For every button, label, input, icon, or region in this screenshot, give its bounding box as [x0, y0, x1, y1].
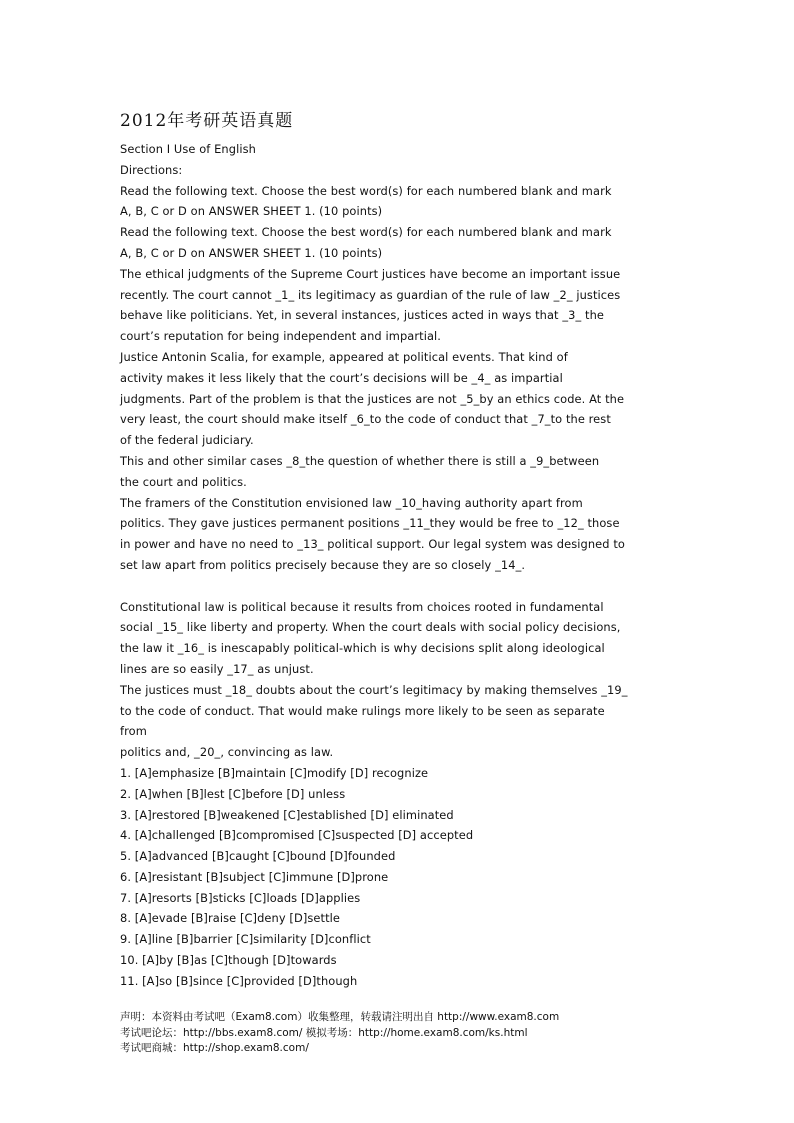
- document-title: 2012年考研英语真题: [120, 111, 294, 131]
- question-option-line: 9. [A]line [B]barrier [C]similarity [D]conflict: [120, 932, 371, 947]
- passage-line: set law apart from politics precisely because they are so closely _14_.: [120, 557, 526, 572]
- text-line: A, B, C or D on ANSWER SHEET 1. (10 points): [120, 245, 383, 260]
- passage-line: of the federal judiciary.: [120, 433, 254, 448]
- passage-line: lines are so easily _17_ as unjust.: [120, 661, 314, 676]
- question-option-line: 2. [A]when [B]lest [C]before [D] unless: [120, 786, 346, 801]
- passage-line: the law it _16_ is inescapably political-which is why decisions split along ideological: [120, 641, 605, 656]
- passage-line: the court and politics.: [120, 474, 247, 489]
- passage-line: Justice Antonin Scalia, for example, appeared at political events. That kind of: [120, 349, 568, 364]
- document-body: [120, 139, 680, 992]
- question-option-line: 10. [A]by [B]as [C]though [D]towards: [120, 953, 337, 968]
- passage-line: This and other similar cases _8_the question of whether there is still a _9_between: [120, 453, 600, 468]
- passage-line: to the code of conduct. That would make rulings more likely to be seen as separate: [120, 703, 605, 718]
- passage-line: The framers of the Constitution envisioned law _10_having authority apart from: [120, 495, 583, 510]
- passage-line: social _15_ like liberty and property. When the court deals with social policy decisions,: [120, 620, 621, 635]
- text-line: Read the following text. Choose the best word(s) for each numbered blank and mark: [120, 225, 612, 240]
- page-footer: [120, 1010, 559, 1057]
- section-heading: Section I Use of English: [120, 142, 256, 156]
- passage-line: recently. The court cannot _1_ its legitimacy as guardian of the rule of law _2_ justices: [120, 287, 621, 302]
- question-option-line: 7. [A]resorts [B]sticks [C]loads [D]applies: [120, 890, 361, 905]
- directions-label: Directions:: [120, 162, 183, 177]
- blank-line: [120, 576, 680, 597]
- passage-line: from: [120, 724, 147, 739]
- text-line: Read the following text. Choose the best word(s) for each numbered blank and mark: [120, 183, 612, 198]
- question-option-line: 8. [A]evade [B]raise [C]deny [D]settle: [120, 911, 341, 926]
- passage-line: activity makes it less likely that the court’s decisions will be _4_ as impartial: [120, 370, 563, 385]
- passage-line: very least, the court should make itself _6_to the code of conduct that _7_to the rest: [120, 412, 611, 427]
- passage-line: behave like politicians. Yet, in several instances, justices acted in ways that _3_ the: [120, 308, 604, 323]
- passage-line: politics. They gave justices permanent positions _11_they would be free to _12_ those: [120, 516, 620, 531]
- question-option-line: 5. [A]advanced [B]caught [C]bound [D]founded: [120, 849, 396, 864]
- footer-shop-link: 考试吧商城：http://shop.exam8.com/: [120, 1042, 309, 1054]
- question-option-line: 1. [A]emphasize [B]maintain [C]modify [D] recognize: [120, 765, 429, 780]
- question-option-line: 11. [A]so [B]since [C]provided [D]though: [120, 973, 358, 988]
- text-line: A, B, C or D on ANSWER SHEET 1. (10 points): [120, 204, 383, 219]
- question-option-line: 6. [A]resistant [B]subject [C]immune [D]prone: [120, 869, 389, 884]
- footer-forum-links: 考试吧论坛：http://bbs.exam8.com/ 模拟考场：http://home.exam8.com/ks.html: [120, 1026, 528, 1039]
- passage-line: The ethical judgments of the Supreme Court justices have become an important issue: [120, 266, 621, 281]
- passage-line: politics and, _20_, convincing as law.: [120, 745, 334, 760]
- question-option-line: 4. [A]challenged [B]compromised [C]suspected [D] accepted: [120, 828, 474, 843]
- passage-line: Constitutional law is political because it results from choices rooted in fundamental: [120, 599, 604, 614]
- passage-line: in power and have no need to _13_ political support. Our legal system was designed to: [120, 537, 625, 552]
- footer-disclaimer: 声明：本资料由考试吧（Exam8.com）收集整理，转载请注明出自 http://www.exam8.com: [120, 1011, 560, 1023]
- passage-line: court’s reputation for being independent and impartial.: [120, 329, 442, 344]
- passage-line: The justices must _18_ doubts about the court’s legitimacy by making themselves _19_: [120, 682, 628, 697]
- question-option-line: 3. [A]restored [B]weakened [C]established [D] eliminated: [120, 807, 454, 822]
- passage-line: judgments. Part of the problem is that the justices are not _5_by an ethics code. At the: [120, 391, 625, 406]
